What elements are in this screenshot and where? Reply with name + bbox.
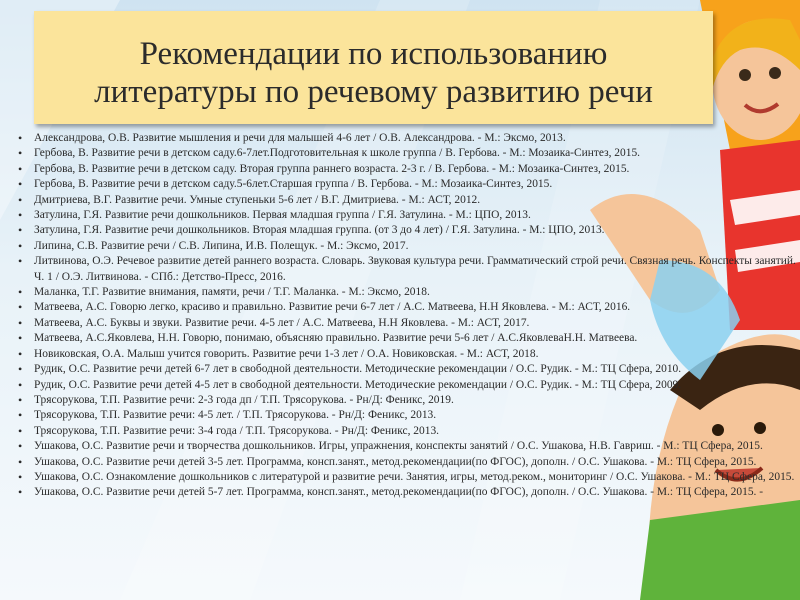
- title-banner: [34, 11, 713, 124]
- reference-item: • Трясорукова, Т.П. Развитие речи: 3-4 года / Т.П. Трясорукова. - Рн/Д: Феникс, 2013.: [16, 424, 798, 439]
- reference-item: • Затулина, Г.Я. Развитие речи дошкольников. Первая младшая группа / Г.Я. Затулина. - М.: ЦПО, 2013.: [16, 208, 798, 223]
- reference-list: [16, 131, 798, 501]
- reference-item: • Гербова, В. Развитие речи в детском саду.5-6лет.Старшая группа / В. Гербова. - М.: Мозаика-Синтез, 2015.: [16, 177, 798, 192]
- reference-item: • Трясорукова, Т.П. Развитие речи: 4-5 лет. / Т.П. Трясорукова. - Рн/Д: Феникс, 2013.: [16, 408, 798, 423]
- reference-item: • Матвеева, А.С. Говорю легко, красиво и правильно. Развитие речи 6-7 лет / А.С. Матвеева, Н.Н Яковлева. - М.: АСТ, 2016.: [16, 300, 798, 315]
- reference-item: • Липина, С.В. Развитие речи / С.В. Липина, И.В. Полещук. - М.: Эксмо, 2017.: [16, 239, 798, 254]
- reference-item: • Ушакова, О.С. Развитие речи и творчества дошкольников. Игры, упражнения, конспекты занятий / О.С. Ушакова, Н.В. Гавриш. - М.: ТЦ Сфера, 2015.: [16, 439, 798, 454]
- reference-item: • Ушакова, О.С. Развитие речи детей 3-5 лет. Программа, консп.занят., метод.рекомендации(по ФГОС), дополн. / О.С. Ушакова. - М.: ТЦ Сфера, 2015.: [16, 455, 798, 470]
- reference-item: • Ушакова, О.С. Развитие речи детей 5-7 лет. Программа, консп.занят., метод.рекомендации(по ФГОС), дополн. / О.С. Ушакова. - М.: ТЦ Сфера, 2015. -: [16, 485, 798, 500]
- reference-item: • Гербова, В. Развитие речи в детском саду.6-7лет.Подготовительная к школе группа / В. Гербова. - М.: Мозаика-Синтез, 2015.: [16, 146, 798, 161]
- reference-item: • Рудик, О.С. Развитие речи детей 4-5 лет в свободной деятельности. Методические рекомендации / О.С. Рудик. - М.: ТЦ Сфера, 2009.: [16, 378, 798, 393]
- title-line-1: Рекомендации по использованию: [139, 36, 608, 72]
- reference-item: • Матвеева, А.С. Буквы и звуки. Развитие речи. 4-5 лет / А.С. Матвеева, Н.Н Яковлева. - М.: АСТ, 2017.: [16, 316, 798, 331]
- reference-item: • Затулина, Г.Я. Развитие речи дошкольников. Вторая младшая группа. (от 3 до 4 лет) / Г.Я. Затулина. - М.: ЦПО, 2013.: [16, 223, 798, 238]
- reference-item: • Литвинова, О.Э. Речевое развитие детей раннего возраста. Словарь. Звуковая культура речи. Грамматический строй речи. Связная речь. Конспекты занятий. Ч. 1 / О.Э. Литвинова. - СПб.: Детство-Пресс, 2016.: [16, 254, 798, 285]
- reference-item: • Трясорукова, Т.П. Развитие речи: 2-3 года дп / Т.П. Трясорукова. - Рн/Д: Феникс, 2019.: [16, 393, 798, 408]
- reference-item: • Рудик, О.С. Развитие речи детей 6-7 лет в свободной деятельности. Методические рекомендации / О.С. Рудик. - М.: ТЦ Сфера, 2010.: [16, 362, 798, 377]
- reference-item: • Маланка, Т.Г. Развитие внимания, памяти, речи / Т.Г. Маланка. - М.: Эксмо, 2018.: [16, 285, 798, 300]
- slide-title: [34, 35, 713, 111]
- reference-item: • Новиковская, О.А. Малыш учится говорить. Развитие речи 1-3 лет / О.А. Новиковская. - М.: АСТ, 2018.: [16, 347, 798, 362]
- reference-item: • Гербова, В. Развитие речи в детском саду. Вторая группа раннего возраста. 2-3 г. / В. Гербова. - М.: Мозаика-Синтез, 2015.: [16, 162, 798, 177]
- title-line-2: литературы по речевому развитию речи: [94, 74, 653, 110]
- reference-item: • Ушакова, О.С. Ознакомление дошкольников с литературой и развитие речи. Занятия, игры, метод.реком., мониторинг / О.С. Ушакова. - М.: ТЦ Сфера, 2015.: [16, 470, 798, 485]
- reference-item: • Александрова, О.В. Развитие мышления и речи для малышей 4-6 лет / О.В. Александрова. - М.: Эксмо, 2013.: [16, 131, 798, 146]
- reference-item: • Дмитриева, В.Г. Развитие речи. Умные ступеньки 5-6 лет / В.Г. Дмитриева. - М.: АСТ, 2012.: [16, 193, 798, 208]
- reference-item: • Матвеева, А.С.Яковлева, Н.Н. Говорю, понимаю, объясняю правильно. Развитие речи 5-6 лет / А.С.ЯковлеваН.Н. Матвеева.: [16, 331, 798, 346]
